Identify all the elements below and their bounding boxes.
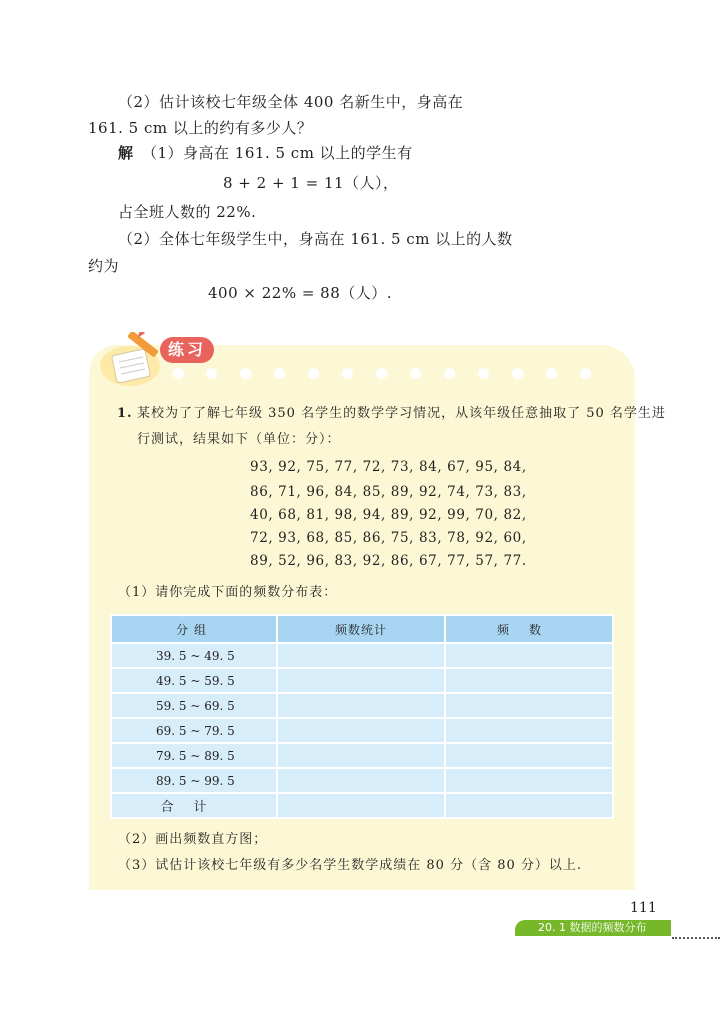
frequency-cell[interactable] (445, 768, 613, 793)
pencil-notepad-icon (96, 332, 168, 390)
score-data-row: 86, 71, 96, 84, 85, 89, 92, 74, 73, 83, (250, 484, 527, 500)
panel-dot (206, 368, 217, 379)
group-cell: 59. 5 ~ 69. 5 (111, 693, 277, 718)
header-frequency: 频数 (445, 615, 613, 643)
tally-cell[interactable] (277, 718, 445, 743)
exercise-prompt-line-2: 行测试，结果如下（单位：分）： (137, 432, 341, 447)
exercise-number: 1. (117, 406, 133, 421)
frequency-cell[interactable] (445, 693, 613, 718)
panel-dot (173, 368, 184, 379)
frequency-cell[interactable] (445, 718, 613, 743)
panel-dot (512, 368, 523, 379)
question-2: （2）画出频数直方图； (118, 832, 268, 847)
solution-equation-2: 400 × 22% = 88（人）. (208, 284, 393, 302)
score-data-row: 40, 68, 81, 98, 94, 89, 92, 99, 70, 82, (250, 507, 527, 523)
group-cell: 89. 5 ~ 99. 5 (111, 768, 277, 793)
frequency-table (110, 614, 614, 819)
tally-cell[interactable] (277, 743, 445, 768)
header-tally: 频数统计 (277, 615, 445, 643)
table-row (111, 668, 613, 693)
frequency-cell[interactable] (445, 743, 613, 768)
group-cell: 39. 5 ~ 49. 5 (111, 643, 277, 668)
panel-dot (546, 368, 557, 379)
tally-cell[interactable] (277, 693, 445, 718)
table-header-row (111, 615, 613, 643)
group-cell: 79. 5 ~ 89. 5 (111, 743, 277, 768)
question-3: （3）试估计该校七年级有多少名学生数学成绩在 80 分（含 80 分）以上. (118, 858, 583, 873)
solution-label: 解 (118, 144, 134, 162)
solution-percent: 占全班人数的 22%. (118, 203, 257, 221)
tally-cell[interactable] (277, 643, 445, 668)
solution-equation-1: 8 + 2 + 1 = 11（人）， (223, 174, 399, 192)
exercise-prompt-line-1: 某校为了了解七年级 350 名学生的数学学习情况，从该年级任意抽取了 50 名学生进 (137, 406, 666, 421)
tally-cell[interactable] (277, 668, 445, 693)
group-cell: 69. 5 ~ 79. 5 (111, 718, 277, 743)
header-group: 分组 (111, 615, 277, 643)
table-total-row (111, 793, 613, 818)
score-data-row: 72, 93, 68, 85, 86, 75, 83, 78, 92, 60, (250, 530, 527, 546)
solution-part-2-line-1: （2）全体七年级学生中，身高在 161. 5 cm 以上的人数 (118, 230, 513, 248)
table-row (111, 743, 613, 768)
exercise-badge-label: 练习 (167, 340, 206, 359)
group-cell: 49. 5 ~ 59. 5 (111, 668, 277, 693)
solution-part-2-line-2: 约为 (88, 257, 120, 275)
panel-dot (342, 368, 353, 379)
table-row (111, 768, 613, 793)
table-row (111, 693, 613, 718)
panel-dot (410, 368, 421, 379)
question-1: （1）请你完成下面的频数分布表： (118, 585, 338, 600)
panel-dot (274, 368, 285, 379)
question-2-line-2: 161. 5 cm 以上的约有多少人？ (88, 119, 313, 137)
tally-cell[interactable] (277, 793, 445, 818)
frequency-cell[interactable] (445, 668, 613, 693)
panel-dot (444, 368, 455, 379)
section-label: 20. 1 数据的频数分布 (538, 921, 647, 934)
dotted-rule (672, 937, 720, 939)
panel-dot (580, 368, 591, 379)
tally-cell[interactable] (277, 768, 445, 793)
panel-dot (376, 368, 387, 379)
panel-dot (478, 368, 489, 379)
total-label: 合计 (111, 793, 277, 818)
panel-dot (240, 368, 251, 379)
table-row (111, 718, 613, 743)
page-number: 111 (630, 900, 657, 916)
frequency-cell[interactable] (445, 643, 613, 668)
question-2-line-1: （2）估计该校七年级全体 400 名新生中，身高在 (118, 93, 464, 111)
table-row (111, 643, 613, 668)
panel-dot (308, 368, 319, 379)
solution-part-1: （1）身高在 161. 5 cm 以上的学生有 (142, 144, 413, 162)
score-data-row: 89, 52, 96, 83, 92, 86, 67, 77, 57, 77. (250, 553, 527, 569)
score-data-row: 93, 92, 75, 77, 72, 73, 84, 67, 95, 84, (250, 459, 527, 475)
frequency-cell[interactable] (445, 793, 613, 818)
